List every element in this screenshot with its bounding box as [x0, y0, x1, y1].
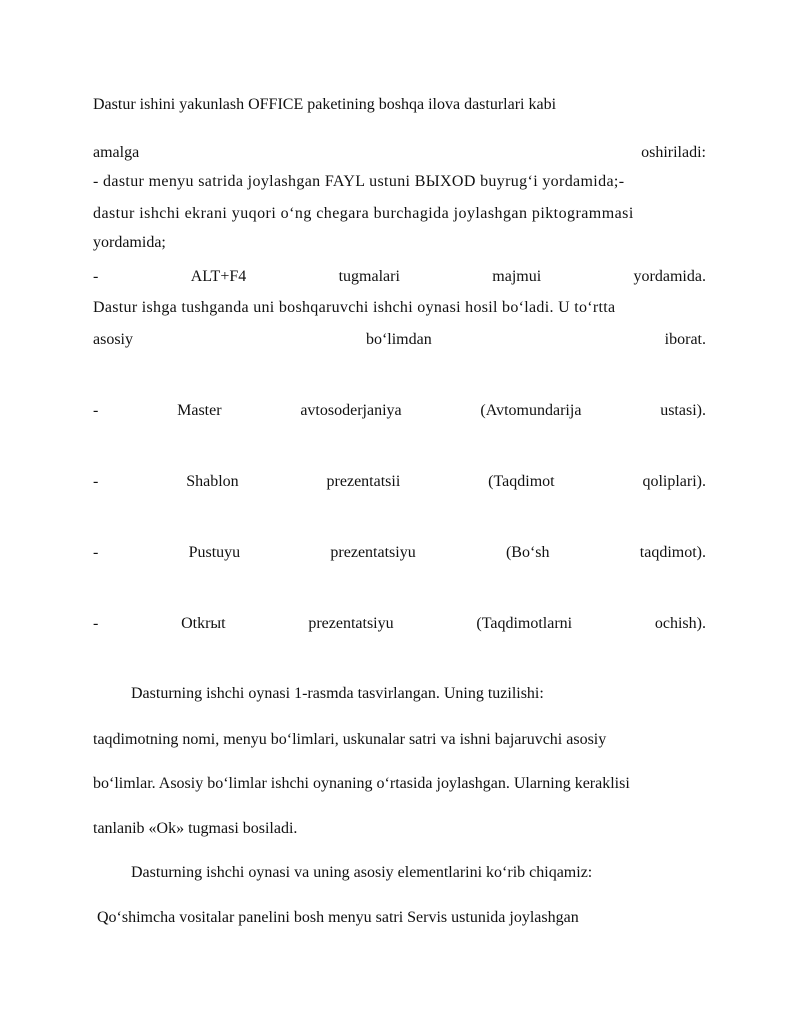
word: amalga	[93, 144, 140, 161]
paragraph-line: Dastur ishga tushganda uni boshqaruvchi ishchi oynasi hosil bo‘ladi. U to‘rtta	[93, 299, 616, 316]
word: Otkrыt	[181, 615, 226, 632]
list-dash: -	[93, 544, 99, 561]
word: tugmalari	[338, 268, 400, 285]
word: prezentatsiyu	[330, 544, 416, 561]
justified-line	[93, 143, 706, 163]
justified-line	[93, 267, 706, 287]
paragraph-line	[93, 172, 706, 192]
line-text: - dastur menyu satrida joylashgan FAYL ustuni ВЫXOD buyrug‘i yordamida;-	[93, 173, 625, 190]
list-item	[93, 472, 706, 492]
list-item	[93, 401, 706, 421]
word: avtosoderjaniya	[300, 402, 402, 419]
word: majmui	[492, 268, 542, 285]
word: (Taqdimotlarni	[476, 615, 573, 632]
list-dash: -	[93, 615, 99, 632]
word: (Taqdimot	[488, 473, 555, 490]
paragraph-line: Qo‘shimcha vositalar panelini bosh menyu satri Servis ustunida joylashgan	[93, 909, 579, 926]
word: Pustuyu	[188, 544, 241, 561]
word: ochish).	[654, 615, 706, 632]
list-item	[93, 614, 706, 634]
justified-line	[93, 330, 706, 350]
paragraph-line: yordamida;	[93, 234, 166, 251]
word: Master	[177, 402, 222, 419]
word: Shablon	[186, 473, 239, 490]
word: -	[93, 268, 99, 285]
word: prezentatsii	[326, 473, 401, 490]
word: ustasi).	[660, 402, 706, 419]
word: (Bo‘sh	[505, 544, 550, 561]
word: taqdimot).	[639, 544, 706, 561]
word: qoliplari).	[642, 473, 706, 490]
word: oshiriladi:	[641, 144, 706, 161]
paragraph-line: Dasturning ishchi oynasi va uning asosiy elementlarini ko‘rib chiqamiz:	[131, 864, 593, 881]
paragraph-line: Dastur ishini yakunlash OFFICE paketining boshqa ilova dasturlari kabi	[93, 96, 557, 113]
list-dash: -	[93, 473, 99, 490]
paragraph-line: Dasturning ishchi oynasi 1-rasmda tasvirlangan. Uning tuzilishi:	[131, 685, 544, 702]
word: (Avtomundarija	[480, 402, 582, 419]
paragraph-line: bo‘limlar. Asosiy bo‘limlar ishchi oynaning o‘rtasida joylashgan. Ularning keraklisi	[93, 775, 630, 792]
word: asosiy	[93, 331, 133, 348]
word: iborat.	[664, 331, 706, 348]
paragraph-line: dastur ishchi ekrani yuqori o‘ng chegara burchagida joylashgan piktogrammasi	[93, 205, 634, 222]
list-dash: -	[93, 402, 99, 419]
paragraph-line: taqdimotning nomi, menyu bo‘limlari, uskunalar satri va ishni bajaruvchi asosiy	[93, 731, 607, 748]
word: yordamida.	[633, 268, 706, 285]
paragraph-line: tanlanib «Ok» tugmasi bosiladi.	[93, 820, 298, 837]
word: ALT+F4	[190, 268, 247, 285]
word: prezentatsiyu	[308, 615, 394, 632]
list-item	[93, 543, 706, 563]
word: bo‘limdan	[365, 331, 432, 348]
